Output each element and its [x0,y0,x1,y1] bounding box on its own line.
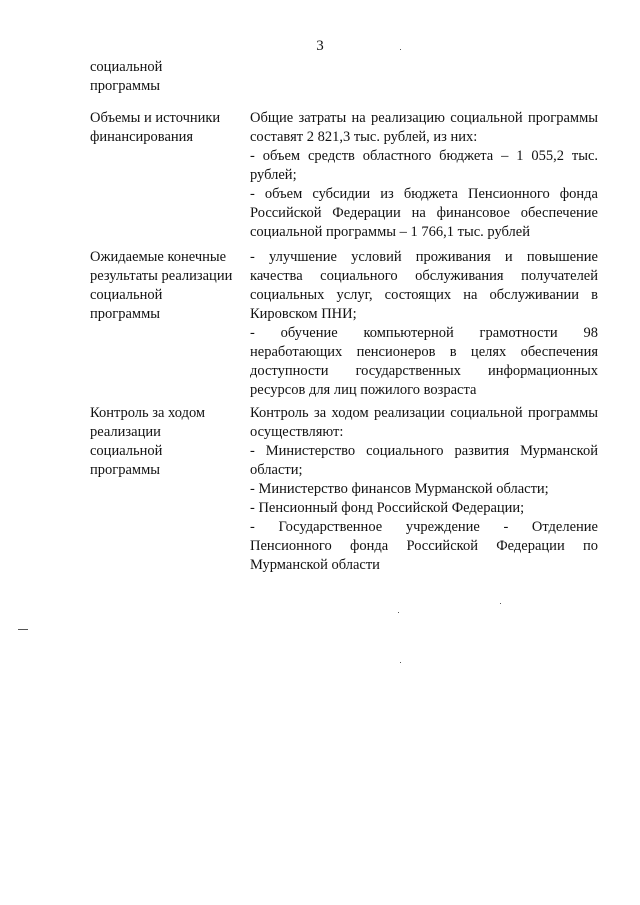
results-label [90,248,245,324]
intro-left-line: программы [90,78,160,94]
financing-paragraph: - объем средств областного бюджета – 1 055,2 тыс. рублей; [250,148,598,183]
financing-label-line: финансирования [90,129,194,145]
results-paragraph: - улучшение условий проживания и повышение качества социального обслуживания получателей социальных услуг, состоящих на обслуживании в Кировском ПНИ; [250,249,598,322]
control-paragraph: - Министерство социального развития Мурманской области; [250,443,598,478]
scan-speck [400,662,401,663]
page-number: 3 [316,38,324,54]
control-label-line: социальной [90,443,163,459]
intro-left-line: социальной [90,59,163,75]
scan-speck [400,49,401,50]
control-paragraph: - Пенсионный фонд Российской Федерации; [250,500,525,516]
results-label-line: результаты реализации [90,268,233,284]
financing-content [250,109,598,242]
control-label-line: Контроль за ходом [90,405,206,421]
results-paragraph: - обучение компьютерной грамотности 98 неработающих пенсионеров в целях обеспечения доступности государственных информационных ресурсов для лиц пожилого возраста [250,325,598,398]
financing-paragraph: - объем субсидии из бюджета Пенсионного фонда Российской Федерации на финансовое обеспечение социальной программы – 1 766,1 тыс. рублей [250,186,598,240]
scan-speck [18,629,28,630]
results-label-line: социальной [90,287,163,303]
control-paragraph: - Министерство финансов Мурманской области; [250,481,549,497]
financing-label-line: Объемы и источники [90,110,221,126]
financing-label [90,109,245,147]
results-label-line: программы [90,306,160,322]
control-label-line: программы [90,462,160,478]
scan-speck [398,612,399,613]
results-content [250,248,598,400]
intro-left-cell [90,58,245,96]
control-paragraph: Контроль за ходом реализации социальной программы осуществляют: [250,405,598,440]
control-content [250,404,598,575]
scan-speck [500,603,501,604]
results-label-line: Ожидаемые конечные [90,249,227,265]
control-label-line: реализации [90,424,161,440]
control-label [90,404,245,480]
control-paragraph: - Государственное учреждение - Отделение Пенсионного фонда Российской Федерации по Мурманской области [250,519,598,573]
financing-paragraph: Общие затраты на реализацию социальной программы составят 2 821,3 тыс. рублей, из них: [250,110,598,145]
